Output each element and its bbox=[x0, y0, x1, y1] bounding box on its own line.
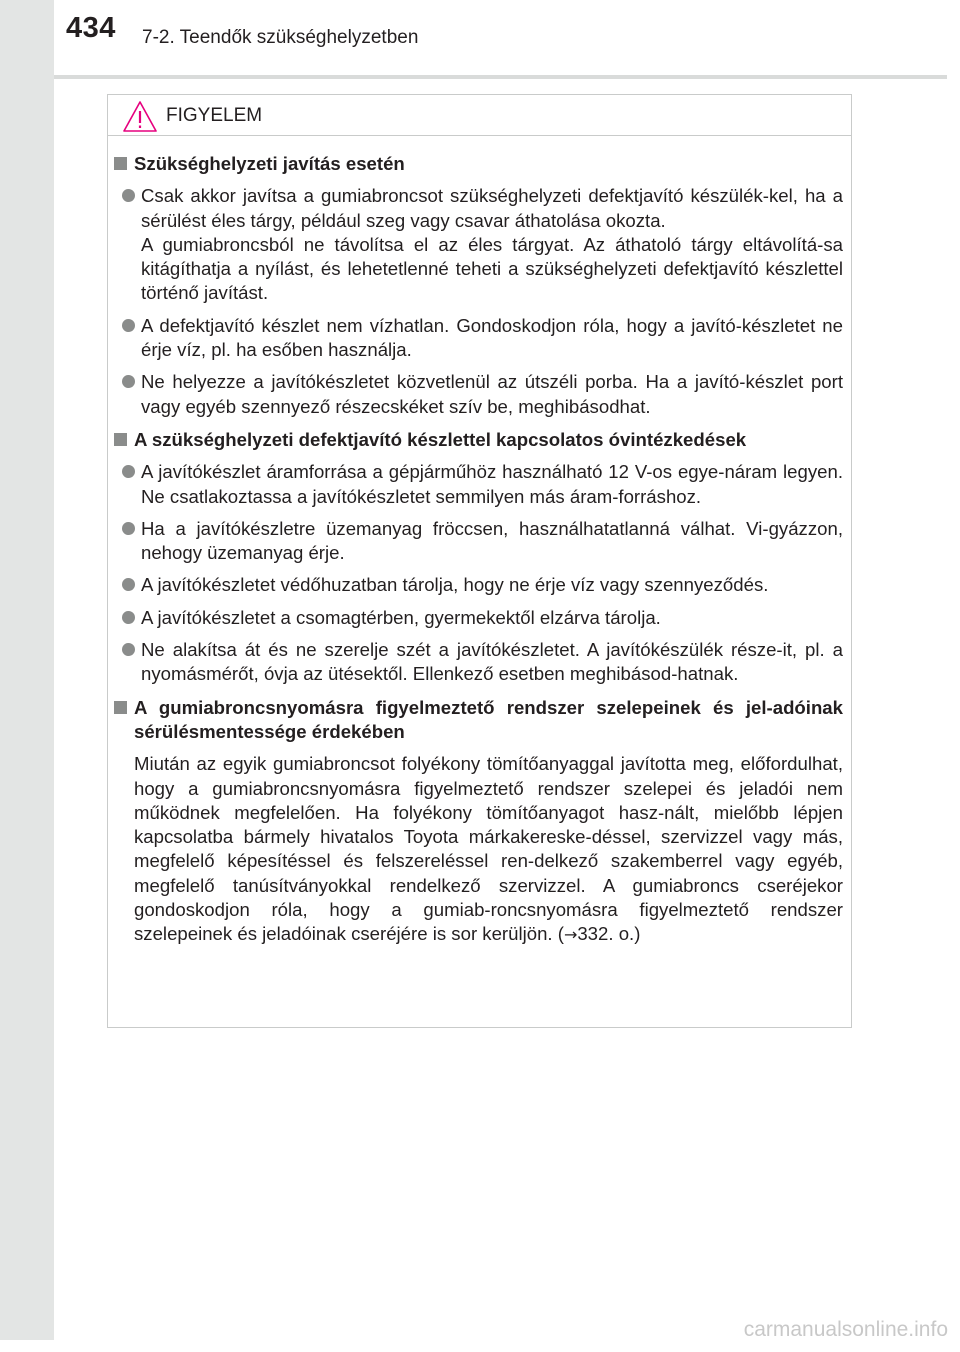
page-reference[interactable]: 332. o.) bbox=[577, 923, 641, 945]
square-bullet-icon bbox=[114, 157, 127, 170]
list-item bbox=[113, 314, 843, 363]
section-heading: A gumiabroncsnyomásra figyelmeztető rendszer szelepeinek és jel-adóinak sérülésmentessége érdekében bbox=[113, 696, 843, 745]
round-bullet-icon bbox=[122, 189, 135, 202]
list-item bbox=[113, 184, 843, 305]
warning-box bbox=[107, 94, 852, 1028]
list-item-text: Ha a javítókészletre üzemanyag fröccsen, használhatatlanná válhat. Vi-gyázzon, nehogy üzemanyag érje. bbox=[141, 517, 843, 564]
list-item-text: Csak akkor javítsa a gumiabroncsot szükséghelyzeti defektjavító készülék-kel, ha a sérülést éles tárgy, például szeg vagy csavar áthatolása okozta. bbox=[141, 185, 843, 231]
round-bullet-icon bbox=[122, 611, 135, 624]
section-paragraph: Miután az egyik gumiabroncsot folyékony tömítőanyaggal javította meg, előfordulhat, hogy a gumiabroncsnyomásra figyelmeztető rendszer szelepei és jeladói nem működnek megfelelően. Ha folyékony tömítőanyagot hasz-nált, mielőbb lépjen kapcsolatba bármely hivatalos Toyota márkakereske-déssel, szervizzel vagy más, megfelelő képesítéssel és felszereléssel ren-delkező szakemberrel vagy egyéb, megfelelő tanúsítványokkal rendelkező szervizzel. A gumiabroncs cseréjekor gondoskodjon róla, hogy a gumiab-roncsnyomásra figyelmeztető rendszer szelepeinek és jeladóinak cseréjére is sor kerüljön. (→332. o.) bbox=[134, 753, 843, 945]
header-rule bbox=[54, 75, 947, 79]
watermark: carmanualsonline.info bbox=[743, 1318, 948, 1341]
round-bullet-icon bbox=[122, 578, 135, 591]
square-bullet-icon bbox=[114, 433, 127, 446]
list-item bbox=[113, 573, 843, 597]
section-tpms-valves bbox=[113, 696, 843, 948]
list-item bbox=[113, 517, 843, 566]
warning-title: FIGYELEM bbox=[166, 105, 263, 126]
round-bullet-icon bbox=[122, 375, 135, 388]
section-heading: Szükséghelyzeti javítás esetén bbox=[113, 152, 843, 176]
round-bullet-icon bbox=[122, 522, 135, 535]
warning-content bbox=[113, 152, 843, 957]
section-kit-precautions bbox=[113, 428, 843, 687]
list-item-text: A javítókészletet védőhuzatban tárolja, hogy ne érje víz vagy szennyeződés. bbox=[141, 574, 769, 596]
page-number: 434 bbox=[66, 12, 116, 44]
section-heading: A szükséghelyzeti defektjavító készlettel kapcsolatos óvintézkedések bbox=[113, 428, 843, 452]
round-bullet-icon bbox=[122, 465, 135, 478]
list-item-text: A javítókészlet áramforrása a gépjárműhöz használható 12 V-os egye-náram legyen. Ne csatlakoztassa a javítókészletet semmilyen más áram-forráshoz. bbox=[141, 461, 843, 507]
warning-header bbox=[108, 95, 851, 136]
list-item bbox=[113, 460, 843, 509]
list-item bbox=[113, 638, 843, 687]
section-emergency-repair bbox=[113, 152, 843, 419]
list-item-text: A defektjavító készlet nem vízhatlan. Gondoskodjon róla, hogy a javító-készletet ne érje víz, pl. ha esőben használja. bbox=[141, 314, 843, 361]
warning-triangle-icon bbox=[122, 100, 158, 133]
list-item bbox=[113, 606, 843, 630]
chapter-title: 7-2. Teendők szükséghelyzetben bbox=[142, 27, 419, 48]
list-item bbox=[113, 370, 843, 419]
list-item-extra: A gumiabroncsból ne távolítsa el az éles tárgyat. Az áthatoló tárgy eltávolítá-sa kitágíthatja a nyílást, és lehetetlenné teheti a szükséghelyzeti defektjavító készlettel történő javítást. bbox=[141, 233, 843, 304]
list-item-text: A javítókészletet a csomagtérben, gyermekektől elzárva tárolja. bbox=[141, 606, 661, 628]
reference-arrow-icon: → bbox=[563, 925, 578, 945]
round-bullet-icon bbox=[122, 319, 135, 332]
list-item-text: Ne helyezze a javítókészletet közvetlenül az útszéli porba. Ha a javító-készlet port vagy egyéb szennyező részecskéket szív be, meghibásodhat. bbox=[141, 371, 843, 417]
list-item-text: Ne alakítsa át és ne szerelje szét a javítókészletet. A javítókészülék része-it, pl. a nyomásmérőt, óvja az ütésektől. Ellenkező esetben meghibásod-hatnak. bbox=[141, 639, 843, 685]
side-bar bbox=[0, 0, 54, 1340]
square-bullet-icon bbox=[114, 701, 127, 714]
round-bullet-icon bbox=[122, 643, 135, 656]
